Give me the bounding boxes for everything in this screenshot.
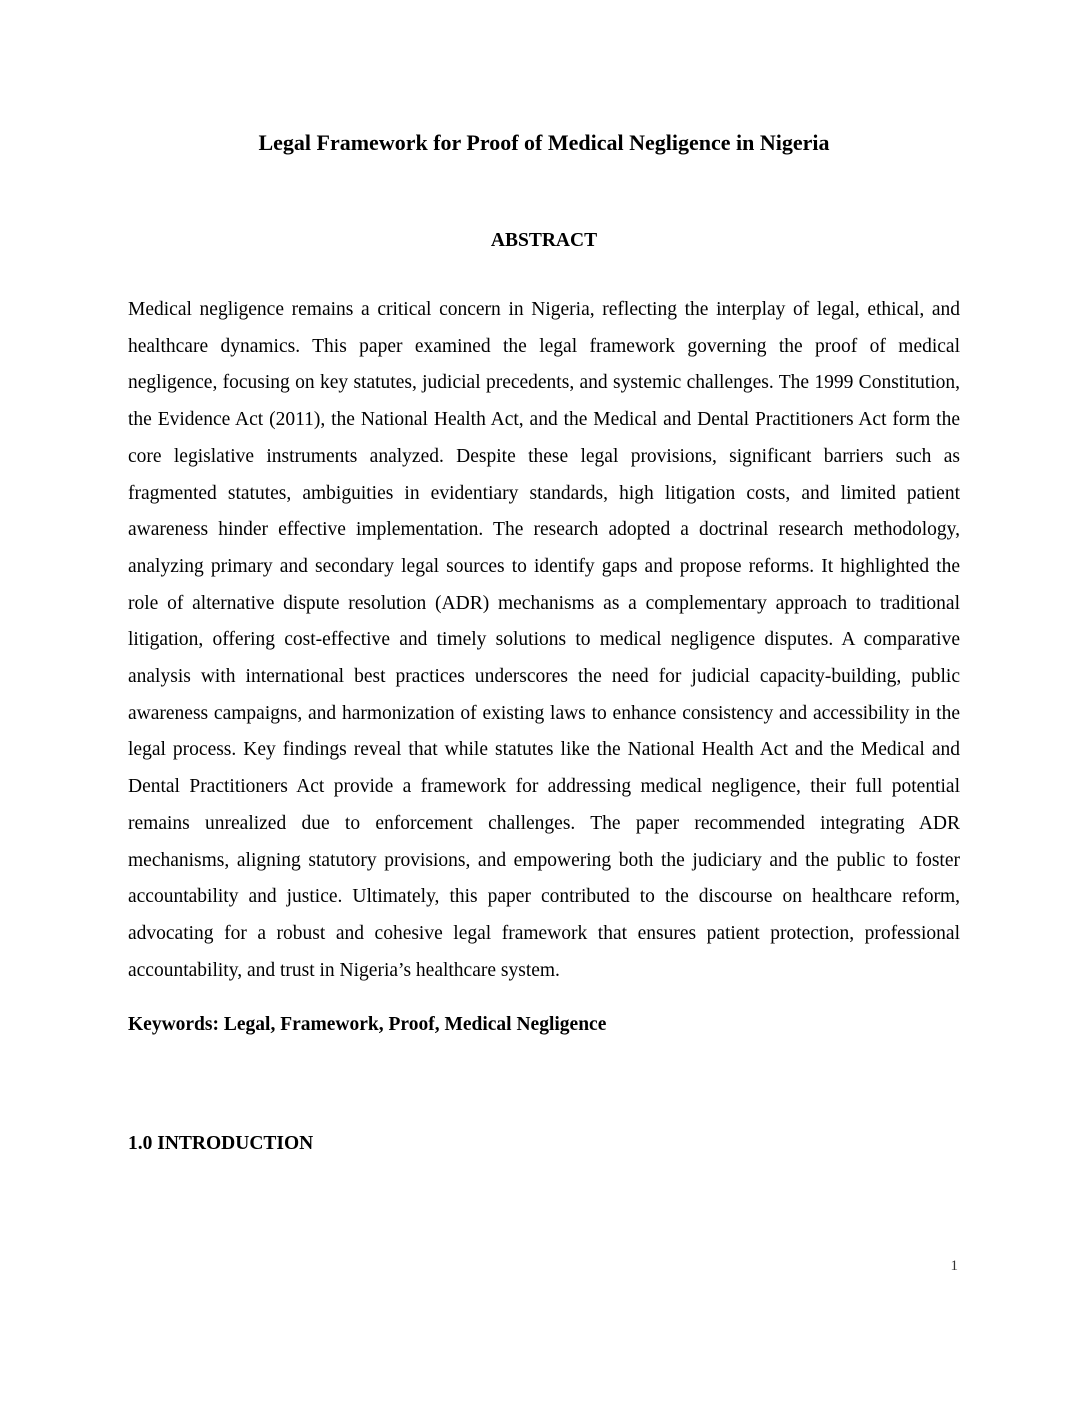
abstract-text: Medical negligence remains a critical concern in Nigeria, reflecting the interplay of legal, ethical, and healthcare dynamics. This paper examined the legal framework governing the proof of medical negligence, focusing on key statutes, judicial precedents, and systemic challenges. The 1999 Constitution, the Evidence Act (2011), the National Health Act, and the Medical and Dental Practitioners Act form the core legislative instruments analyzed. Despite these legal provisions, significant barriers such as fragmented statutes, ambiguities in evidentiary standards, high litigation costs, and limited patient awareness hinder effective implementation. The research adopted a doctrinal research methodology, analyzing primary and secondary legal sources to identify gaps and propose reforms. It highlighted the role of alternative dispute resolution (ADR) mechanisms as a complementary approach to traditional litigation, offering cost-effective and timely solutions to medical negligence disputes. A comparative analysis with international best practices underscores the need for judicial capacity-building, public awareness campaigns, and harmonization of existing laws to enhance consistency and accessibility in the legal process. Key findings reveal that while statutes like the National Health Act and the Medical and Dental Practitioners Act provide a framework for addressing medical negligence, their full potential remains unrealized due to enforcement challenges. The paper recommended integrating ADR mechanisms, aligning statutory provisions, and empowering both the judiciary and the public to foster accountability and justice. Ultimately, this paper contributed to the discourse on healthcare reform, advocating for a robust and cohesive legal framework that ensures patient protection, professional accountability, and trust in Nigeria’s healthcare system. bbox=[128, 299, 960, 981]
paper-title: Legal Framework for Proof of Medical Negligence in Nigeria bbox=[258, 130, 830, 155]
keywords-line: Keywords: Legal, Framework, Proof, Medical Negligence bbox=[128, 1014, 607, 1036]
abstract-heading: ABSTRACT bbox=[490, 230, 598, 251]
section-heading-introduction: 1.0 INTRODUCTION bbox=[128, 1133, 314, 1155]
page-number: 1 bbox=[950, 1258, 958, 1274]
